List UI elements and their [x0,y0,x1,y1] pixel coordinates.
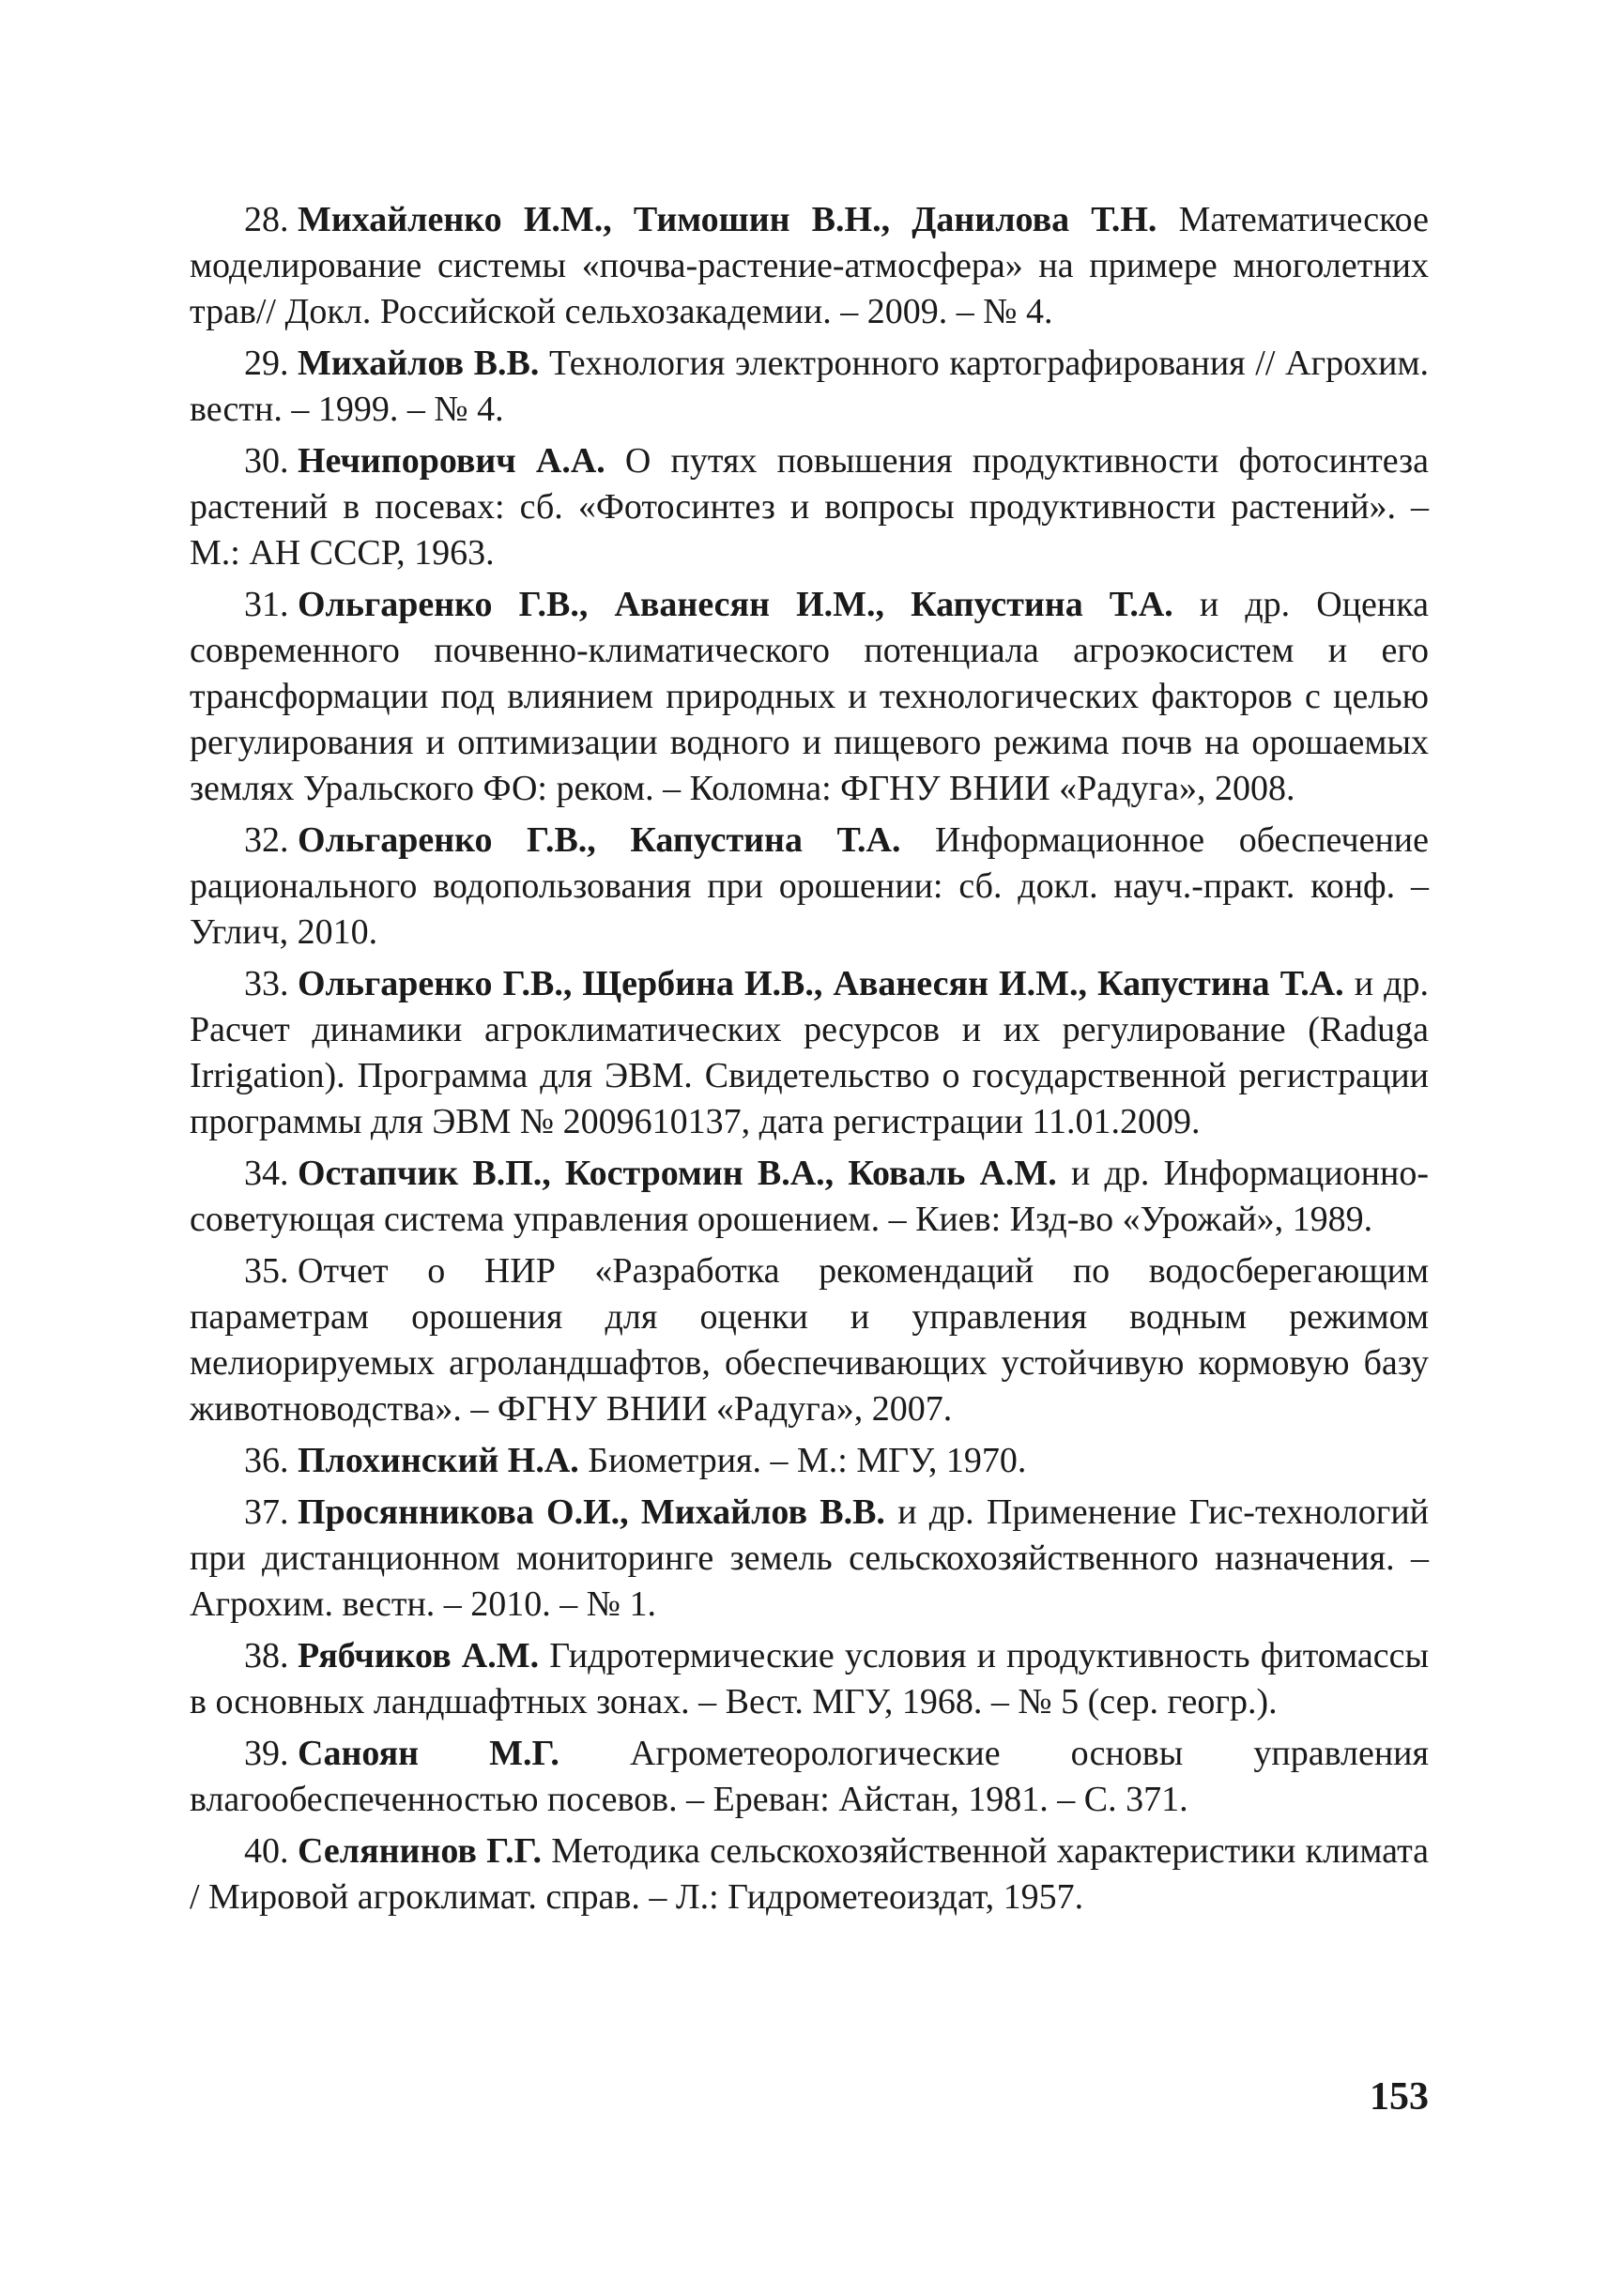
reference-authors: Михайленко И.М., Тимошин В.Н., Данилова Т.Н. [298,200,1157,239]
reference-text: Биометрия. – М.: МГУ, 1970. [588,1441,1027,1480]
reference-item-30 [190,438,1429,576]
reference-item-28 [190,197,1429,335]
reference-number: 31. [244,585,289,624]
reference-item-32 [190,818,1429,956]
reference-number: 35. [244,1251,289,1291]
reference-number: 34. [244,1154,289,1193]
reference-authors: Рябчиков А.М. [298,1636,540,1675]
reference-number: 40. [244,1831,289,1871]
reference-authors: Просянникова О.И., Михайлов В.В. [298,1492,885,1532]
reference-authors: Ольгаренко Г.В., Капустина Т.А. [298,820,901,860]
reference-item-35 [190,1248,1429,1432]
reference-item-29 [190,341,1429,433]
reference-text: Отчет о НИР «Разработка рекомендаций по водосберегающим параметрам орошения для оценки и управления водным режимом мелиорируемых агроландшафтов, обеспечивающих устойчивую кормовую базу животноводства». – ФГНУ ВНИИ «Радуга», 2007. [190,1251,1429,1429]
reference-item-37 [190,1490,1429,1628]
reference-authors: Нечипорович А.А. [298,441,605,481]
reference-text: Технология электронного картографирования // Агрохим. вестн. – 1999. – № 4. [190,344,1430,429]
reference-item-40 [190,1828,1429,1920]
reference-item-39 [190,1731,1429,1823]
reference-authors: Селянинов Г.Г. [298,1831,542,1871]
reference-number: 33. [244,964,289,1003]
reference-text: Гидротермические условия и продуктивность фитомассы в основных ландшафтных зонах. – Вест. МГУ, 1968. – № 5 (сер. геогр.). [190,1636,1429,1721]
reference-number: 37. [244,1492,289,1532]
reference-item-34 [190,1151,1429,1243]
reference-authors: Саноян М.Г. [298,1734,559,1773]
reference-number: 36. [244,1441,289,1480]
reference-number: 39. [244,1734,289,1773]
reference-text: Агрометеорологические основы управления влагообеспеченностью посевов. – Ереван: Айстан, 1981. – С. 371. [190,1734,1429,1819]
reference-text: и др. Применение Гис-технологий при дистанционном мониторинге земель сельскохозяйственного назначения. – Агрохим. вестн. – 2010. – № 1. [190,1492,1429,1624]
reference-text: Математическое моделирование системы «почва-растение-атмосфера» на примере многолетних трав// Докл. Российской сельхозакадемии. – 2009. – № 4. [190,200,1430,331]
reference-text: и др. Оценка современного почвенно-климатического потенциала агроэкосистем и его трансформации под влиянием природных и технологических факторов с целью регулирования и оптимизации водного и пищевого режима почв на орошаемых землях Уральского ФО: реком. – Коломна: ФГНУ ВНИИ «Радуга», 2008. [190,585,1429,808]
reference-authors: Ольгаренко Г.В., Аванесян И.М., Капустина Т.А. [298,585,1173,624]
reference-number: 38. [244,1636,289,1675]
reference-authors: Ольгаренко Г.В., Щербина И.В., Аванесян И.М., Капустина Т.А. [298,964,1344,1003]
reference-text: О путях повышения продуктивности фотосинтеза растений в посевах: сб. «Фотосинтез и вопросы продуктивности растений». – М.: АН СССР, 1963. [190,441,1429,573]
reference-item-36 [190,1438,1429,1484]
reference-text: и др. Расчет динамики агроклиматических ресурсов и их регулирование (Raduga Irrigation). Программа для ЭВМ. Свидетельство о государственной регистрации программы для ЭВМ № 2009610137, дата регистрации 11.01.2009. [190,964,1430,1141]
reference-authors: Остапчик В.П., Костромин В.А., Коваль А.М. [298,1154,1057,1193]
reference-number: 28. [244,200,289,239]
page-number: 153 [1370,2075,1429,2119]
reference-item-33 [190,961,1429,1145]
reference-text: Методика сельскохозяйственной характеристики климата / Мировой агроклимат. справ. – Л.: Гидрометеоиздат, 1957. [190,1831,1430,1917]
reference-authors: Плохинский Н.А. [298,1441,579,1480]
reference-number: 32. [244,820,289,860]
reference-text: Информационное обеспечение рационального водопользования при орошении: сб. докл. науч.-практ. конф. – Углич, 2010. [190,820,1429,952]
reference-text: и др. Информационно-советующая система управления орошением. – Киев: Изд-во «Урожай», 1989. [190,1154,1429,1239]
reference-list [190,197,1429,1926]
reference-item-38 [190,1633,1429,1725]
reference-number: 29. [244,344,289,383]
reference-number: 30. [244,441,289,481]
reference-authors: Михайлов В.В. [298,344,540,383]
reference-item-31 [190,582,1429,812]
